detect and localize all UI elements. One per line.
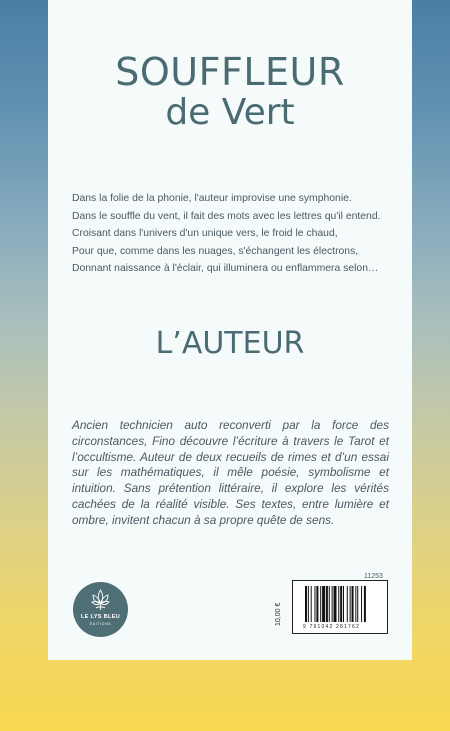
barcode [292, 580, 388, 634]
lily-flower-icon [90, 588, 111, 612]
publisher-subtitle: ÉDITIONS [89, 622, 112, 626]
publisher-name: LE LYS BLEU [80, 614, 121, 620]
isbn-number: 9 791042 281762 [303, 624, 360, 630]
price-label: 10,00 € [275, 602, 282, 626]
author-heading: L’AUTEUR [155, 326, 305, 361]
barcode-bars [305, 586, 377, 622]
poem-line: Pour que, comme dans les nuages, s'échangent les électrons, [72, 245, 359, 257]
product-code: 11253 [364, 573, 383, 580]
poem-line: Croisant dans l'univers d'un unique vers, le froid le chaud, [72, 228, 338, 240]
poem-line: Dans le souffle du vent, il fait des mots avec les lettres qu'il entend. [72, 210, 381, 222]
publisher-logo [73, 582, 128, 637]
book-title-line2: de Vert [165, 92, 295, 133]
author-bio: Ancien technicien auto reconverti par la force des circonstances, Fino découvre l’écriture à travers le Tarot et l’occultisme. Auteur de deux recueils de rimes et d’un essai sur les mathématiques, il mêle poésie, symbolisme et intuition. Sans prétention littéraire, il explore les vérités cachées de la réalité visible. Ses textes, entre lumière et ombre, invitent chacun à sa propre quête de sens. [72, 418, 389, 527]
poem-line: Donnant naissance à l'éclair, qui illuminera ou enflammera selon… [72, 263, 379, 275]
back-cover-panel [48, 0, 412, 660]
poem-excerpt [72, 190, 402, 278]
poem-line: Dans la folie de la phonie, l'auteur improvise une symphonie. [72, 193, 352, 204]
book-title-line1: SOUFFLEUR [115, 50, 345, 94]
